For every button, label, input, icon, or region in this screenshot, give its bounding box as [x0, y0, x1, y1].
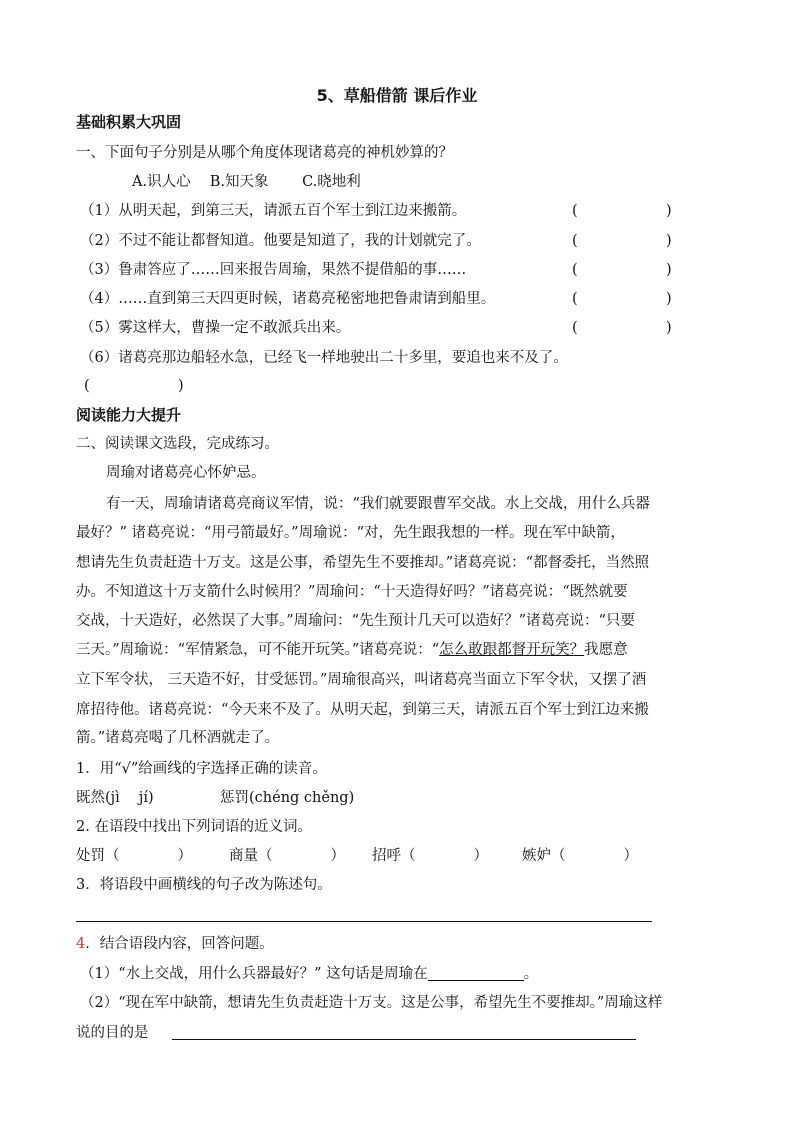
- passage-line-with-underline: [76, 640, 628, 660]
- question-2-prompt: 二、阅读课文选段，完成练习。: [76, 436, 279, 452]
- answer-paren-right: ): [666, 203, 672, 219]
- answer-paren-left[interactable]: (: [572, 320, 578, 336]
- passage-line: 办。不知道这十万支箭什么时候用？”周瑜问：“十天造得好吗？”诸葛亮说：“既然就要: [76, 584, 628, 600]
- passage-line: 席招待他。诸葛亮说：“今天来不及了。从明天起，到第三天，请派五百个军士到江边来搬: [76, 702, 649, 718]
- synonym-blank[interactable]: 嫉妒（ ）: [522, 848, 638, 864]
- passage-paragraph-1: 周瑜对诸葛亮心怀妒忌。: [106, 465, 266, 481]
- synonym-blank[interactable]: 招呼（ ）: [372, 848, 488, 864]
- subquestion-4-part-1: [80, 964, 538, 984]
- passage-line: 立下军令状， 三天造不好，甘受惩罚。”周瑜很高兴，叫诸葛亮当面立下军令状，又摆了酒: [76, 672, 647, 688]
- page-title: 5、草船借箭 课后作业: [316, 86, 478, 105]
- question-1-item: （3）鲁肃答应了……回来报告周瑜，果然不提借船的事……: [80, 262, 467, 278]
- answer-line[interactable]: [172, 1039, 636, 1040]
- section-heading-reading: 阅读能力大提升: [76, 406, 182, 424]
- subquestion-4-text: ．结合语段内容，回答问题。: [85, 936, 274, 952]
- answer-paren-left[interactable]: (: [572, 233, 578, 249]
- answer-paren-left[interactable]: (: [572, 203, 578, 219]
- pinyin-choice[interactable]: 惩罚(chéng chěng): [220, 790, 355, 806]
- pinyin-choice[interactable]: 既然(jì jí): [76, 790, 154, 806]
- answer-paren-left[interactable]: (: [572, 291, 578, 307]
- subquestion-2: 2. 在语段中找出下列词语的近义词。: [76, 819, 312, 835]
- passage-line: 最好？” 诸葛亮说：“用弓箭最好。”周瑜说：“对，先生跟我想的一样。现在军中缺箭，: [76, 525, 626, 541]
- answer-paren-right: ): [666, 320, 672, 336]
- underlined-sentence: 怎么敢跟都督开玩笑？: [439, 642, 585, 658]
- question-1-item: （5）雾这样大，曹操一定不敢派兵出来。: [80, 320, 351, 336]
- passage-line-end: 我愿意: [584, 642, 628, 658]
- subquestion-4-number: 4: [76, 936, 86, 952]
- question-1-item: （6）诸葛亮那边船轻水急，已经飞一样地驶出二十多里，要追也来不及了。: [80, 350, 568, 366]
- passage-line: 有一天，周瑜请诸葛亮商议军情，说：“我们就要跟曹军交战。水上交战，用什么兵器: [106, 496, 650, 512]
- subquestion-4-part-2-tail: 说的目的是: [76, 1025, 149, 1041]
- answer-paren-left[interactable]: (: [84, 378, 90, 394]
- question-1-item: （2）不过不能让都督知道。他要是知道了，我的计划就完了。: [80, 233, 481, 249]
- section-heading-basics: 基础积累大巩固: [76, 113, 182, 131]
- answer-line[interactable]: [76, 921, 652, 922]
- synonym-blank[interactable]: 处罚（ ）: [76, 848, 192, 864]
- passage-line: 交战，十天造好，必然误了大事。”周瑜问：“先生预计几天可以造好？”诸葛亮说：“只要: [76, 613, 635, 629]
- subquestion-4-part-1-text: （1）“水上交战，用什么兵器最好？” 这句话是周瑜在: [80, 966, 428, 982]
- passage-line: 箭。”诸葛亮喝了几杯酒就走了。: [76, 730, 280, 746]
- passage-line: 想请先生负责赶造十万支。这是公事，希望先生不要推却。”诸葛亮说：“都督委托，当然照: [76, 555, 650, 571]
- question-1-prompt: 一、下面句子分别是从哪个角度体现诸葛亮的神机妙算的？: [76, 145, 453, 161]
- answer-paren-right: ): [666, 291, 672, 307]
- answer-paren-left[interactable]: (: [572, 262, 578, 278]
- answer-paren-right: ): [666, 233, 672, 249]
- subquestion-4: [76, 934, 274, 954]
- answer-paren-right: ): [178, 378, 184, 394]
- answer-paren-right: ): [666, 262, 672, 278]
- subquestion-4-part-1-end: 。: [523, 966, 539, 982]
- answer-blank[interactable]: [428, 964, 524, 981]
- passage-line-start: 三天。”周瑜说：“军情紧急，可不能开玩笑。”诸葛亮说：“: [76, 642, 440, 658]
- synonym-blank[interactable]: 商量（ ）: [229, 848, 345, 864]
- question-1-item: （1）从明天起，到第三天，请派五百个军士到江边来搬箭。: [80, 203, 467, 219]
- question-1-item: （4）……直到第三天四更时候，诸葛亮秘密地把鲁肃请到船里。: [80, 291, 496, 307]
- question-1-options: A.识人心 B.知天象 C.晓地利: [132, 174, 361, 190]
- subquestion-4-part-2: （2）“现在军中缺箭，想请先生负责赶造十万支。这是公事，希望先生不要推却。”周瑜这样: [80, 995, 663, 1011]
- subquestion-1: 1．用“√”给画线的字选择正确的读音。: [76, 761, 327, 777]
- subquestion-3: 3．将语段中画横线的句子改为陈述句。: [76, 877, 332, 893]
